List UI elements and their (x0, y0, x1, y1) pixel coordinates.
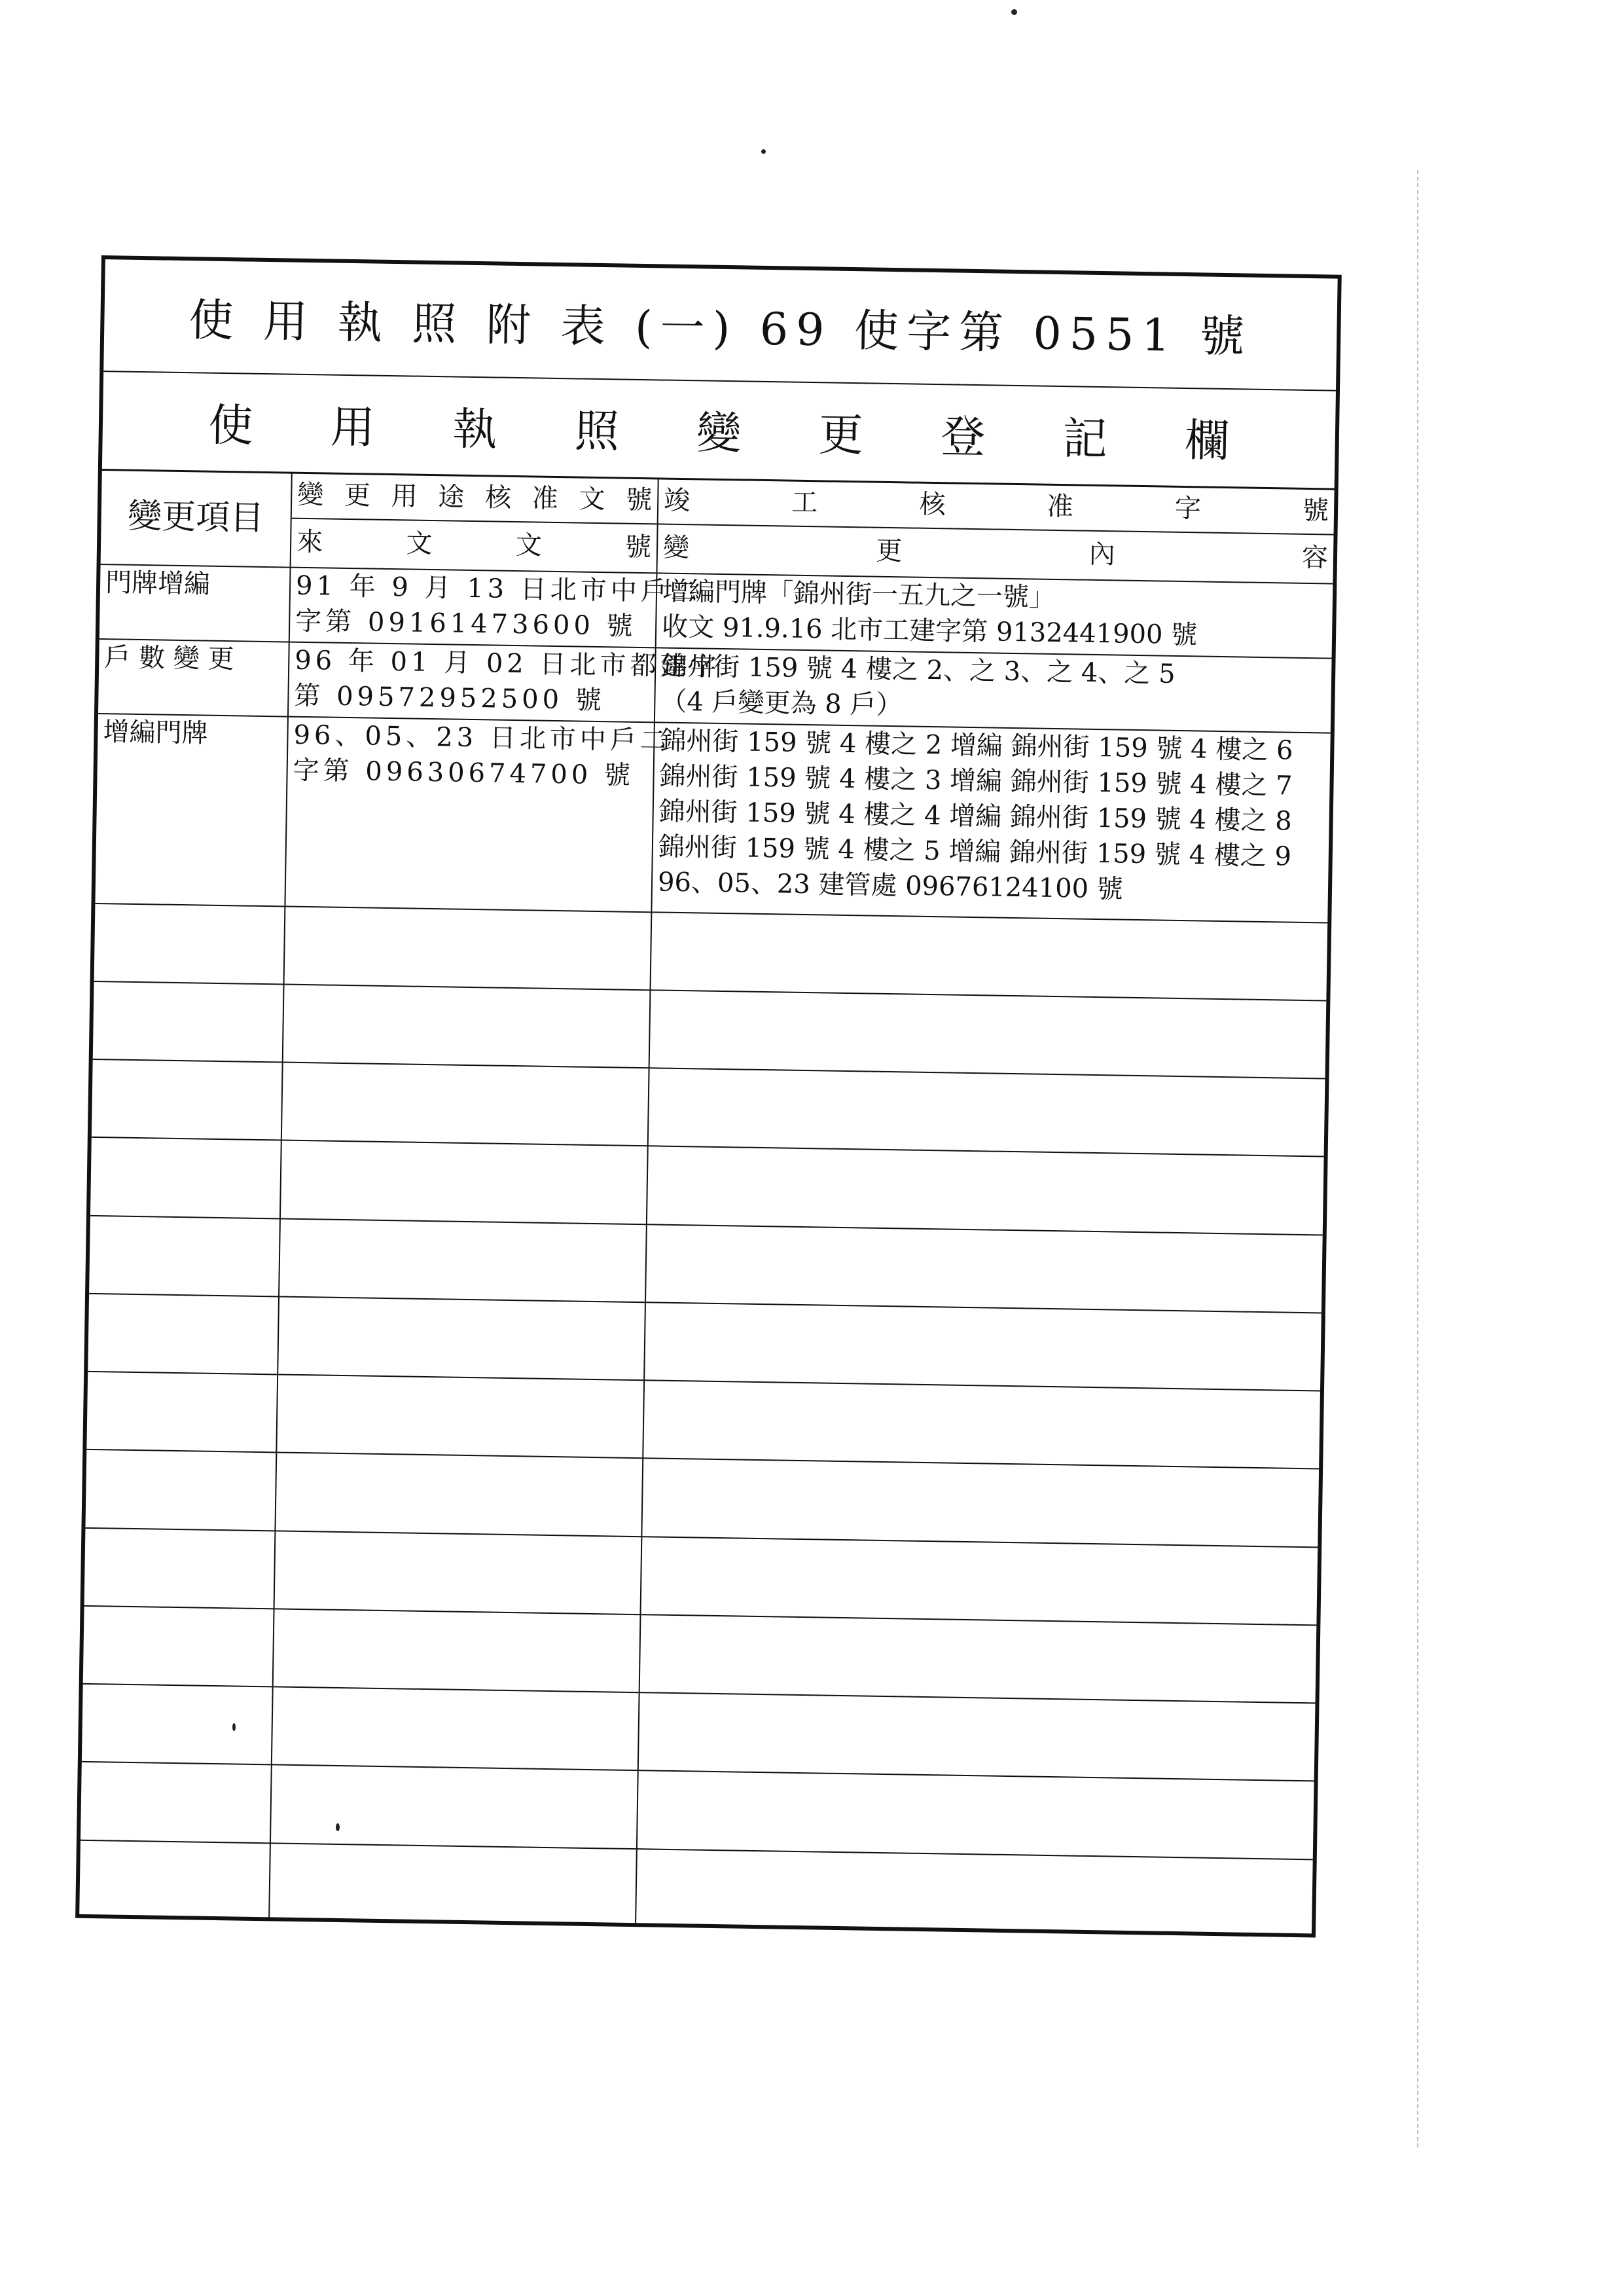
header-char: 更 (876, 536, 903, 567)
change-content-cell (655, 647, 1332, 733)
header-usage-change-approval-no (292, 472, 658, 525)
doc-number-line: 字第 09630674700 號 (293, 755, 635, 791)
empty-cell (274, 1531, 642, 1614)
empty-cell (644, 1302, 1321, 1391)
empty-cell (636, 1849, 1313, 1938)
empty-cell (93, 981, 284, 1063)
doc-number-cell (289, 567, 702, 647)
table-row (95, 714, 1330, 922)
change-content-line: 錦州街 159 號 4 樓之 2 增編 錦州街 159 號 4 樓之 6 (660, 725, 1293, 766)
empty-cell (278, 1296, 645, 1380)
doc-number-line: 91 年 9 月 13 日北市中戶二 (295, 570, 702, 608)
empty-cell (84, 1527, 276, 1609)
empty-cell (92, 1059, 283, 1140)
subtitle-char: 記 (1062, 412, 1108, 465)
empty-cell (281, 1063, 649, 1146)
empty-cell (650, 912, 1327, 1000)
header-char: 核 (484, 483, 512, 513)
doc-number-line: 第 09572952500 號 (294, 680, 606, 716)
empty-cell (272, 1686, 639, 1770)
empty-cell (79, 1840, 270, 1921)
doc-number-cell (288, 642, 721, 722)
header-char: 變 (297, 479, 324, 511)
empty-cell (284, 906, 652, 990)
header-char: 來 (296, 526, 323, 558)
empty-cell (647, 1146, 1324, 1235)
scan-margin-line (1417, 170, 1418, 2147)
header-char: 核 (919, 489, 946, 520)
doc-number-line: 字第 09161473600 號 (295, 606, 637, 642)
empty-cell (94, 903, 285, 985)
usage-permit-form (75, 255, 1342, 1937)
header-char: 號 (624, 532, 652, 563)
change-content-line: 96、05、23 建管處 09676124100 號 (657, 867, 1124, 905)
empty-cell (82, 1684, 273, 1765)
header-char: 文 (515, 530, 543, 561)
scan-speck (1011, 9, 1017, 15)
change-item-cell: 戶 數 變 更 (98, 639, 289, 717)
change-content-cell (656, 573, 1333, 658)
subtitle-char: 用 (330, 401, 376, 454)
header-char: 號 (625, 484, 653, 516)
change-content-line: 錦州街 159 號 4 樓之 2、之 3、之 4、之 5 (660, 651, 1176, 689)
subtitle-char: 照 (574, 405, 620, 458)
header-char: 變 (662, 532, 690, 564)
change-content-line: 錦州街 159 號 4 樓之 3 增編 錦州街 159 號 4 樓之 7 (659, 761, 1293, 801)
header-char: 准 (531, 483, 559, 515)
header-char: 字 (1174, 493, 1202, 524)
empty-cell (275, 1453, 643, 1537)
header-char: 容 (1301, 542, 1329, 574)
empty-cell (638, 1692, 1316, 1781)
table-header-row (101, 469, 1335, 583)
header-completion-content (656, 477, 1334, 583)
form-title-text: 使 用 執 照 附 表 (一) 69 使字第 0551 號 (188, 294, 1253, 363)
subtitle-char: 變 (696, 407, 742, 460)
empty-cell (88, 1294, 279, 1375)
empty-cell (270, 1765, 638, 1849)
empty-cell (643, 1380, 1320, 1468)
change-content-line: 錦州街 159 號 4 樓之 5 增編 錦州街 159 號 4 樓之 9 (658, 831, 1292, 872)
header-char: 途 (438, 482, 465, 513)
header-char: 內 (1088, 539, 1116, 570)
change-register-table (79, 469, 1335, 1937)
subtitle-char: 更 (818, 409, 864, 462)
header-char: 用 (391, 481, 418, 512)
change-item-cell: 門牌增編 (99, 564, 291, 642)
header-change-item: 變更項目 (101, 469, 292, 567)
empty-cell (85, 1449, 276, 1531)
empty-cell (89, 1215, 280, 1296)
header-char: 工 (791, 487, 818, 519)
empty-cell (283, 984, 651, 1068)
header-char: 文 (579, 484, 605, 515)
empty-cell (273, 1609, 641, 1692)
header-char: 竣 (663, 485, 691, 517)
header-incoming-doc-no (291, 519, 657, 571)
header-char: 准 (1047, 491, 1074, 522)
subtitle-char: 欄 (1184, 414, 1230, 467)
empty-cell (276, 1374, 644, 1458)
empty-cell (279, 1218, 647, 1302)
empty-cell (280, 1140, 648, 1224)
header-char: 更 (344, 480, 371, 511)
header-change-content (658, 524, 1334, 581)
empty-cell (641, 1459, 1319, 1547)
empty-cell (83, 1606, 274, 1687)
doc-number-line: 96、05、23 日北市中戶二 (293, 720, 671, 756)
empty-cell (640, 1537, 1318, 1625)
change-content-line: （4 戶變更為 8 戶） (660, 686, 903, 721)
subtitle-char: 使 (207, 399, 254, 452)
form-subtitle-text (208, 390, 1230, 469)
empty-cell (639, 1614, 1317, 1703)
empty-cell (86, 1372, 278, 1453)
subtitle-char: 登 (940, 410, 986, 464)
change-item-cell: 增編門牌 (95, 714, 288, 906)
header-approval-doc-no (291, 472, 658, 574)
doc-number-line: 96 年 01 月 02 日北市都建字 (294, 645, 721, 682)
doc-number-cell (285, 717, 671, 912)
change-content-line: 錦州街 159 號 4 樓之 4 增編 錦州街 159 號 4 樓之 8 (658, 796, 1293, 837)
empty-cell (90, 1137, 281, 1218)
header-char: 號 (1302, 495, 1329, 526)
change-content-line: 增編門牌「錦州街一五九之一號」 (662, 576, 1056, 613)
empty-cell (645, 1224, 1323, 1313)
empty-cell (269, 1843, 637, 1927)
subtitle-char: 執 (452, 403, 497, 456)
change-content-line: 收文 91.9.16 北市工建字第 9132441900 號 (661, 611, 1198, 651)
header-char: 文 (406, 528, 433, 559)
scan-speck (761, 149, 766, 154)
change-content-cell (651, 722, 1330, 922)
empty-cell (637, 1770, 1314, 1859)
form-title (103, 259, 1337, 392)
empty-cell (648, 1068, 1325, 1156)
empty-cell (649, 990, 1327, 1078)
empty-cell (81, 1762, 272, 1843)
